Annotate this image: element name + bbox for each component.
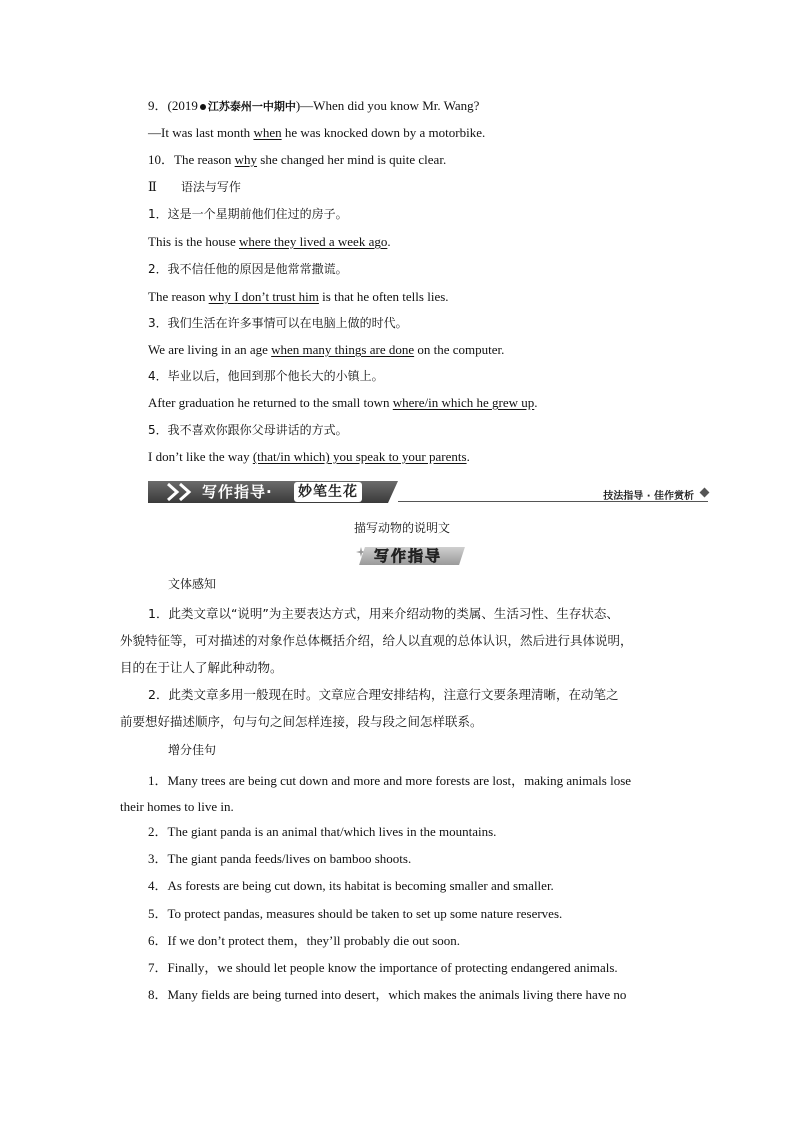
exercise-4-chinese: 4．毕业以后，他回到那个他长大的小镇上。 xyxy=(148,369,384,383)
answer-blank: why xyxy=(234,152,258,167)
section-2-heading xyxy=(148,179,241,195)
bullet-dot-icon xyxy=(200,104,206,110)
diamond-icon xyxy=(700,488,710,498)
exercise-1-chinese: 1．这是一个星期前他们住过的房子。 xyxy=(148,207,348,221)
text: . xyxy=(387,234,391,249)
chevron-right-icon xyxy=(178,483,192,501)
sentence-8: 8．Many fields are being turned into desert，which makes the animals living there have no xyxy=(148,987,627,1002)
text: he was knocked down by a motorbike. xyxy=(281,125,486,140)
answer-blank: when many things are done xyxy=(271,342,415,357)
writing-subbanner xyxy=(356,545,466,567)
text: This is the house xyxy=(148,234,239,249)
sentence-4: 4．As forests are being cut down, its habitat is becoming smaller and smaller. xyxy=(148,878,554,893)
writing-title: 描写动物的说明文 xyxy=(354,521,451,535)
text: is that he often tells lies. xyxy=(318,289,449,304)
text: 10．The reason xyxy=(148,152,235,167)
subbanner-title: 写作指导 xyxy=(374,547,443,565)
sentence-1-line-1: 1．Many trees are being cut down and more and more forests are lost，making animals lose xyxy=(148,773,632,788)
banner-highlight: 妙笔生花 xyxy=(294,482,362,502)
answer-blank: where they lived a week ago xyxy=(239,234,388,249)
text: I don’t like the way xyxy=(148,449,253,464)
section-marker: Ⅱ xyxy=(148,179,157,194)
exercise-5-chinese: 5．我不喜欢你跟你父母讲话的方式。 xyxy=(148,423,348,437)
item-10 xyxy=(148,152,446,168)
banner-title-text: 写作指导 xyxy=(202,483,267,501)
section-banner xyxy=(148,479,708,505)
subheading-sentences: 增分佳句 xyxy=(168,743,217,757)
sentence-6: 6．If we don’t protect them，they’ll probably die out soon. xyxy=(148,933,461,948)
exercise-5-english xyxy=(148,449,470,465)
text: she changed her mind is quite clear. xyxy=(257,152,447,167)
item-9-source: 江苏泰州一中期中 xyxy=(207,100,296,113)
text: . xyxy=(534,395,538,410)
text: on the computer. xyxy=(414,342,505,357)
item-9-text: )—When did you know Mr. Wang? xyxy=(295,98,480,113)
text: —It was last month xyxy=(148,125,254,140)
text: After graduation he returned to the small town xyxy=(148,395,393,410)
paragraph-2-line-1: 2．此类文章多用一般现在时。文章应合理安排结构，注意行文要条理清晰，在动笔之 xyxy=(148,687,619,702)
exercise-4-english xyxy=(148,395,538,411)
sentence-2: 2．The giant panda is an animal that/which lives in the mountains. xyxy=(148,824,497,839)
paragraph-1-line-2: 外貌特征等，可对描述的对象作总体概括介绍，给人以直观的总体认识，然后进行具体说明， xyxy=(120,633,633,648)
paragraph-1-line-1: 1．此类文章以“说明”为主要表达方式，用来介绍动物的类属、生活习性、生存状态、 xyxy=(148,606,619,621)
sentence-7: 7．Finally，we should let people know the importance of protecting endangered animals. xyxy=(148,960,618,975)
answer-blank: (that/in which) you speak to your parents xyxy=(252,449,467,464)
exercise-1-english xyxy=(148,234,391,250)
text: . xyxy=(466,449,470,464)
sentence-3: 3．The giant panda feeds/lives on bamboo shoots. xyxy=(148,851,412,866)
item-9-question xyxy=(148,98,479,115)
paragraph-2-line-2: 前要想好描述顺序，句与句之间怎样连接，段与段之间怎样联系。 xyxy=(120,714,483,729)
exercise-2-chinese: 2．我不信任他的原因是他常常撒谎。 xyxy=(148,262,348,276)
answer-blank: why I don’t trust him xyxy=(208,289,319,304)
answer-blank: where/in which he grew up xyxy=(392,395,535,410)
sentence-5: 5．To protect pandas, measures should be taken to set up some nature reserves. xyxy=(148,906,563,921)
subheading-style: 文体感知 xyxy=(168,577,217,591)
banner-dot: · xyxy=(266,483,273,501)
item-9-year: 9．(2019 xyxy=(148,98,198,113)
sentence-1-line-2: their homes to live in. xyxy=(120,799,234,814)
exercise-3-chinese: 3．我们生活在许多事情可以在电脑上做的时代。 xyxy=(148,316,408,330)
item-9-answer xyxy=(148,125,485,141)
text: We are living in an age xyxy=(148,342,272,357)
text: The reason xyxy=(148,289,209,304)
exercise-3-english xyxy=(148,342,504,358)
paragraph-1-line-3: 目的在于让人了解此种动物。 xyxy=(120,660,283,675)
banner-subtitle: 技法指导 · 佳作赏析 xyxy=(603,491,694,502)
exercise-2-english xyxy=(148,289,449,305)
banner-title xyxy=(202,482,273,502)
answer-blank: when xyxy=(253,125,282,140)
section-title: 语法与写作 xyxy=(180,180,241,194)
